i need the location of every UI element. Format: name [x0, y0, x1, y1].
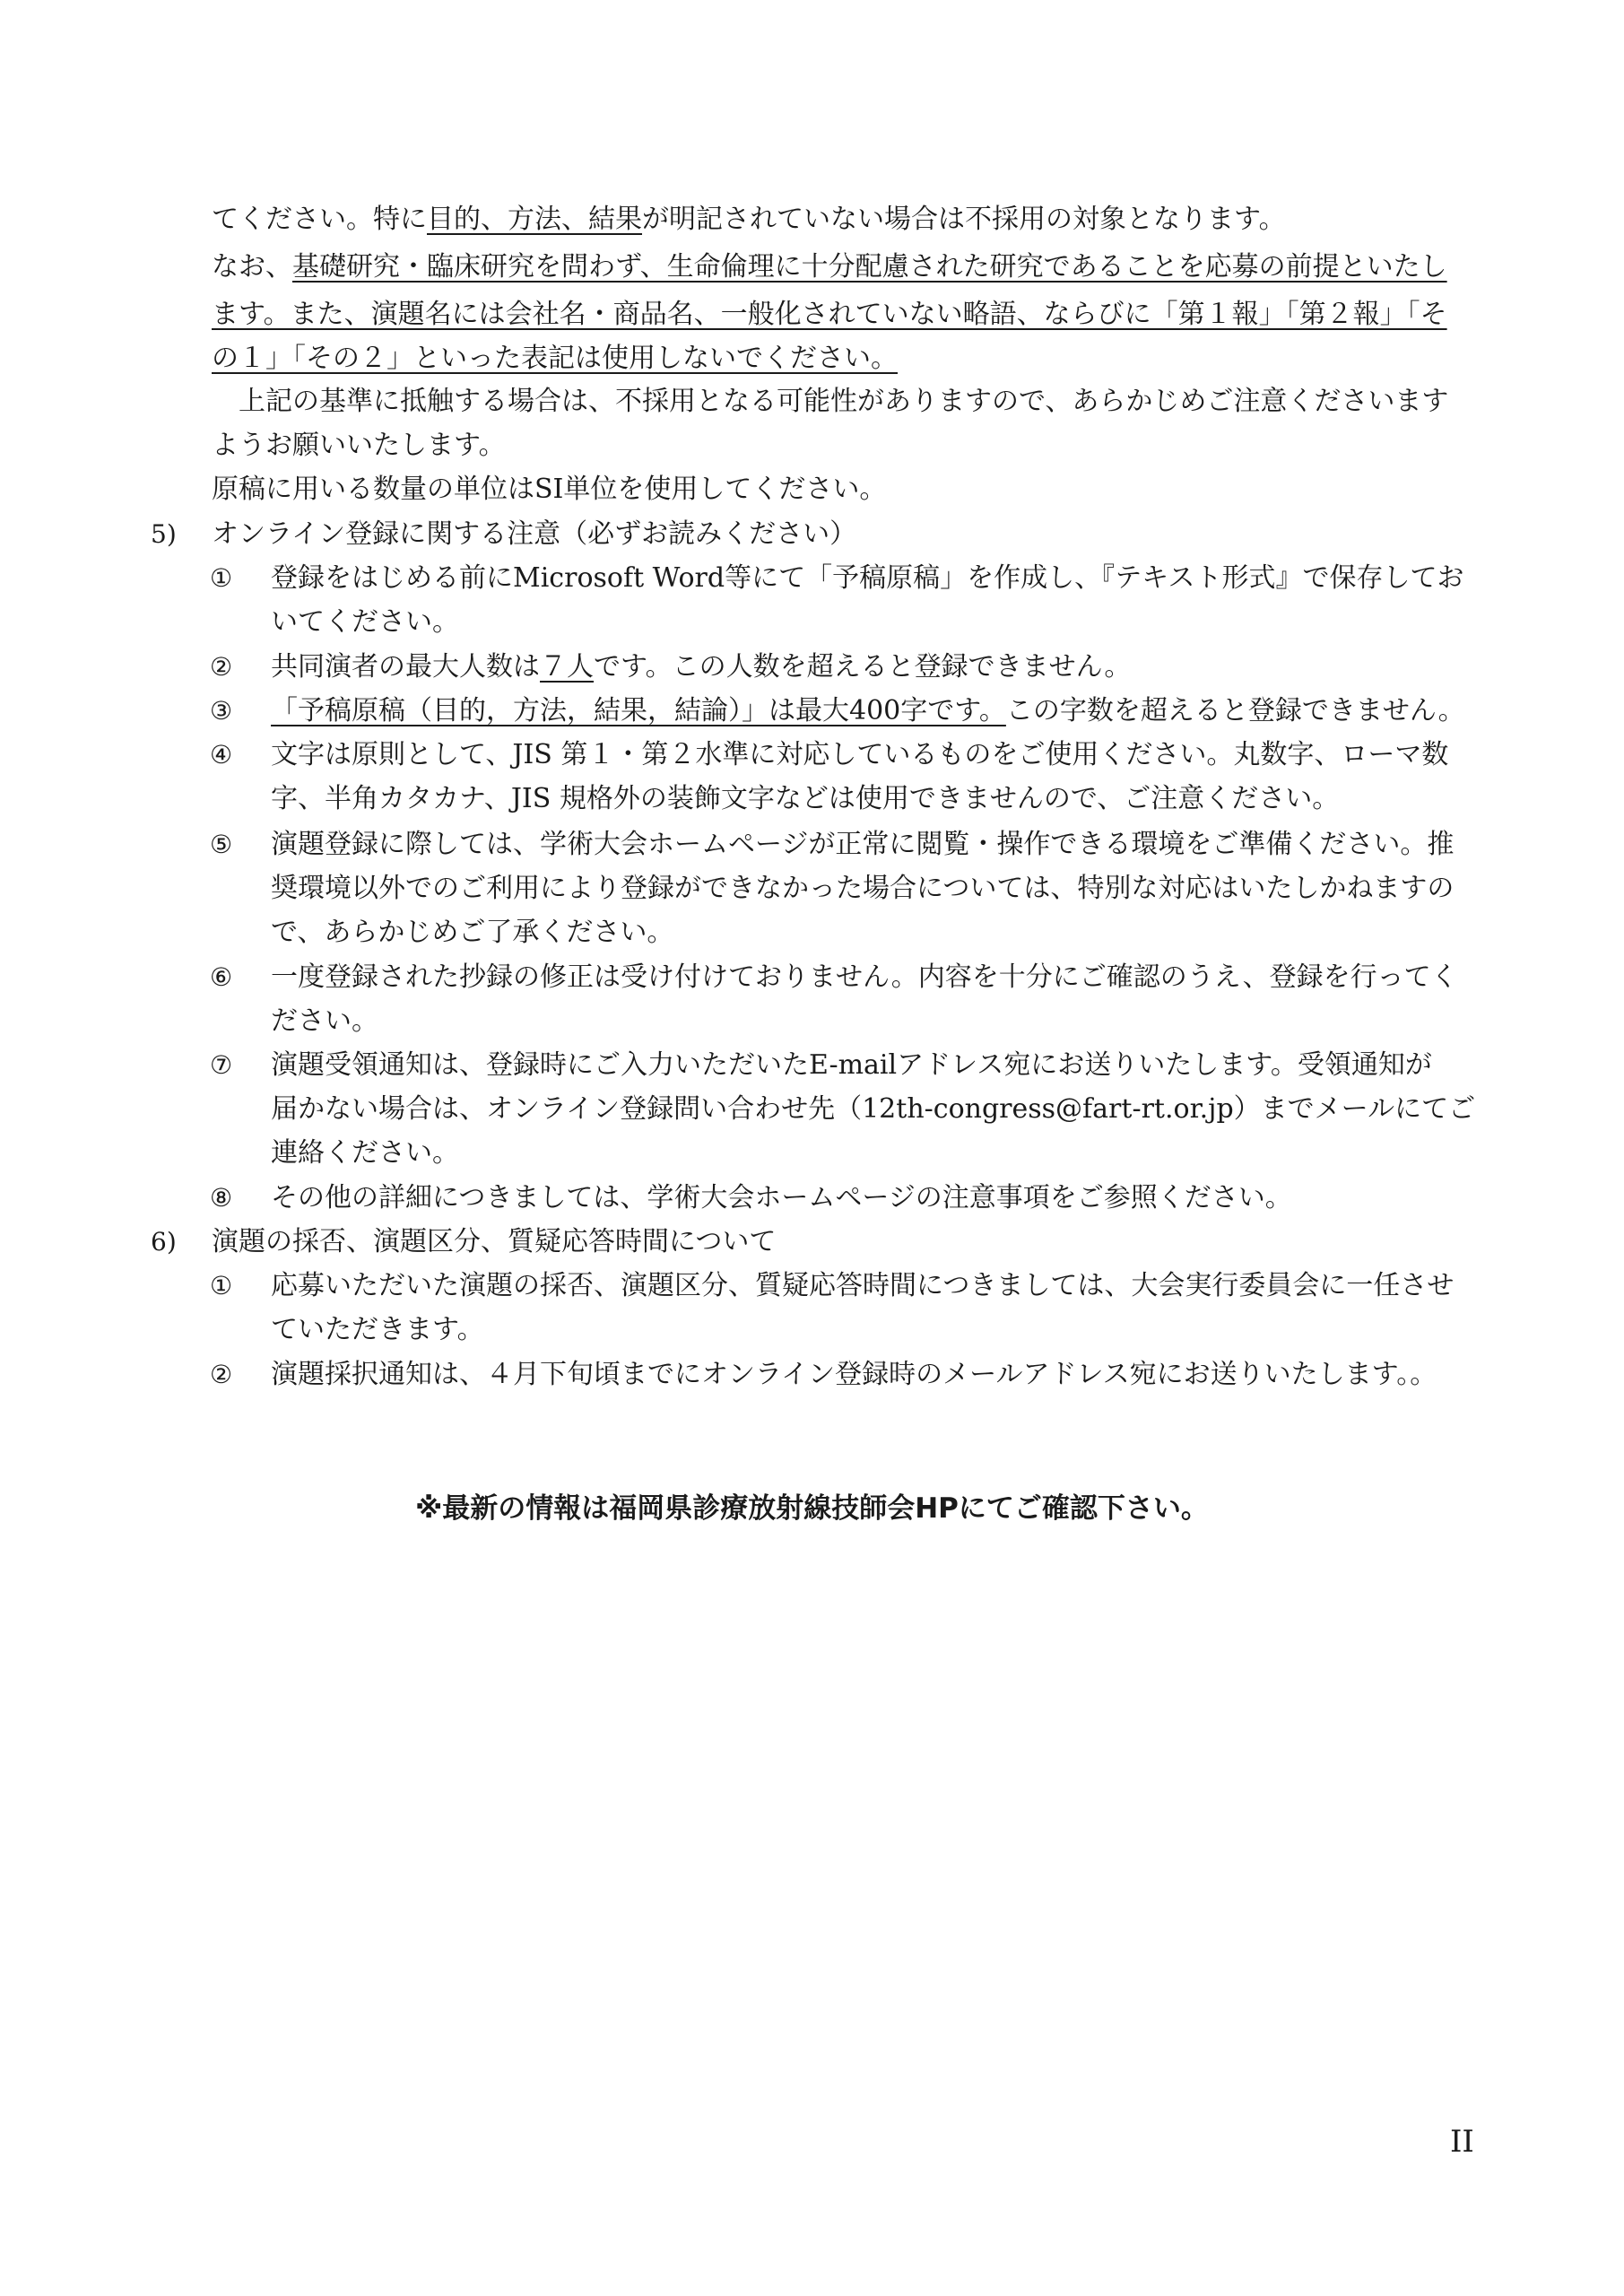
section-5-number: 5)	[151, 519, 177, 549]
s5-item-3-line-1: 「予稿原稿（目的，方法，結果，結論）」は最大400字です。この字数を超えると登録できません。	[271, 695, 1465, 726]
intro-line-2: なお、基礎研究・臨床研究を問わず、生命倫理に十分配慮された研究であることを応募の前提といたし	[212, 251, 1447, 283]
item-marker: ⑦	[210, 1050, 233, 1080]
s5-item-2-line-1: 共同演者の最大人数は７人です。この人数を超えると登録できません。	[271, 651, 1132, 683]
s5-item-4-line-1: 文字は原則として、JIS 第１・第２水準に対応しているものをご使用ください。丸数字、ローマ数	[271, 739, 1449, 770]
s5-item-6-line-2: ださい。	[271, 1005, 378, 1037]
item-marker: ⑧	[210, 1183, 233, 1213]
intro-line-5: 上記の基準に抵触する場合は、不採用となる可能性がありますので、あらかじめご注意くださいます	[239, 386, 1449, 417]
s6-item-1-line-1: 応募いただいた演題の採否、演題区分、質疑応答時間につきましては、大会実行委員会に一任させ	[271, 1270, 1455, 1301]
intro-line-7: 原稿に用いる数量の単位はSI単位を使用してください。	[212, 474, 887, 505]
s5-item-5-line-1: 演題登録に際しては、学術大会ホームページが正常に閲覧・操作できる環境をご準備ください。推	[271, 829, 1455, 860]
s6-item-1-line-2: ていただきます。	[271, 1314, 484, 1345]
section-6-number: 6)	[151, 1227, 177, 1257]
s5-item-1-line-2: いてください。	[271, 606, 459, 638]
item-marker: ②	[210, 1360, 233, 1389]
s5-item-1-line-1: 登録をはじめる前にMicrosoft Word等にて「予稿原稿」を作成し、『テキスト形式』で保存してお	[271, 562, 1464, 594]
intro-line-3: ます。また、演題名には会社名・商品名、一般化されていない略語、ならびに「第１報」「第２報」「そ	[212, 299, 1447, 330]
intro-line-6: ようお願いいたします。	[212, 430, 506, 461]
item-marker: ③	[210, 696, 233, 726]
section-6-title: 演題の採否、演題区分、質疑応答時間について	[212, 1226, 777, 1257]
s5-item-8-line-1: その他の詳細につきましては、学術大会ホームページの注意事項をご参照ください。	[271, 1182, 1292, 1213]
s5-item-4-line-2: 字、半角カタカナ、JIS 規格外の装飾文字などは使用できませんので、ご注意ください。	[271, 783, 1340, 814]
item-marker: ⑤	[210, 830, 233, 859]
item-marker: ①	[210, 1271, 233, 1300]
s5-item-7-line-2: 届かない場合は、オンライン登録問い合わせ先（12th-congress@fart-rt.or.jp）までメールにてご	[271, 1093, 1476, 1125]
s6-item-2-line-1: 演題採択通知は、４月下旬頃までにオンライン登録時のメールアドレス宛にお送りいたします。。	[271, 1359, 1437, 1390]
item-marker: ⑥	[210, 962, 233, 992]
item-marker: ②	[210, 652, 233, 682]
s5-item-5-line-3: で、あらかじめご了承ください。	[271, 917, 674, 948]
intro-line-4: の１」「その２」といった表記は使用しないでください。	[212, 343, 898, 374]
page-number: II	[1450, 2124, 1474, 2160]
item-marker: ④	[210, 740, 233, 770]
s5-item-6-line-1: 一度登録された抄録の修正は受け付けておりません。内容を十分にご確認のうえ、登録を行ってく	[271, 961, 1458, 993]
s5-item-7-line-1: 演題受領通知は、登録時にご入力いただいたE-mailアドレス宛にお送りいたします。受領通知が	[271, 1049, 1432, 1081]
s5-item-5-line-2: 奨環境以外でのご利用により登録ができなかった場合については、特別な対応はいたしかねますの	[271, 873, 1455, 904]
item-marker: ①	[210, 563, 233, 593]
latest-info-notice: ※最新の情報は福岡県診療放射線技師会HPにてご確認下さい。	[415, 1492, 1209, 1525]
section-5-title: オンライン登録に関する注意（必ずお読みください）	[212, 518, 857, 550]
intro-line-1: てください。特に目的、方法、結果が明記されていない場合は不採用の対象となります。	[212, 204, 1286, 235]
s5-item-7-line-3: 連絡ください。	[271, 1137, 459, 1169]
